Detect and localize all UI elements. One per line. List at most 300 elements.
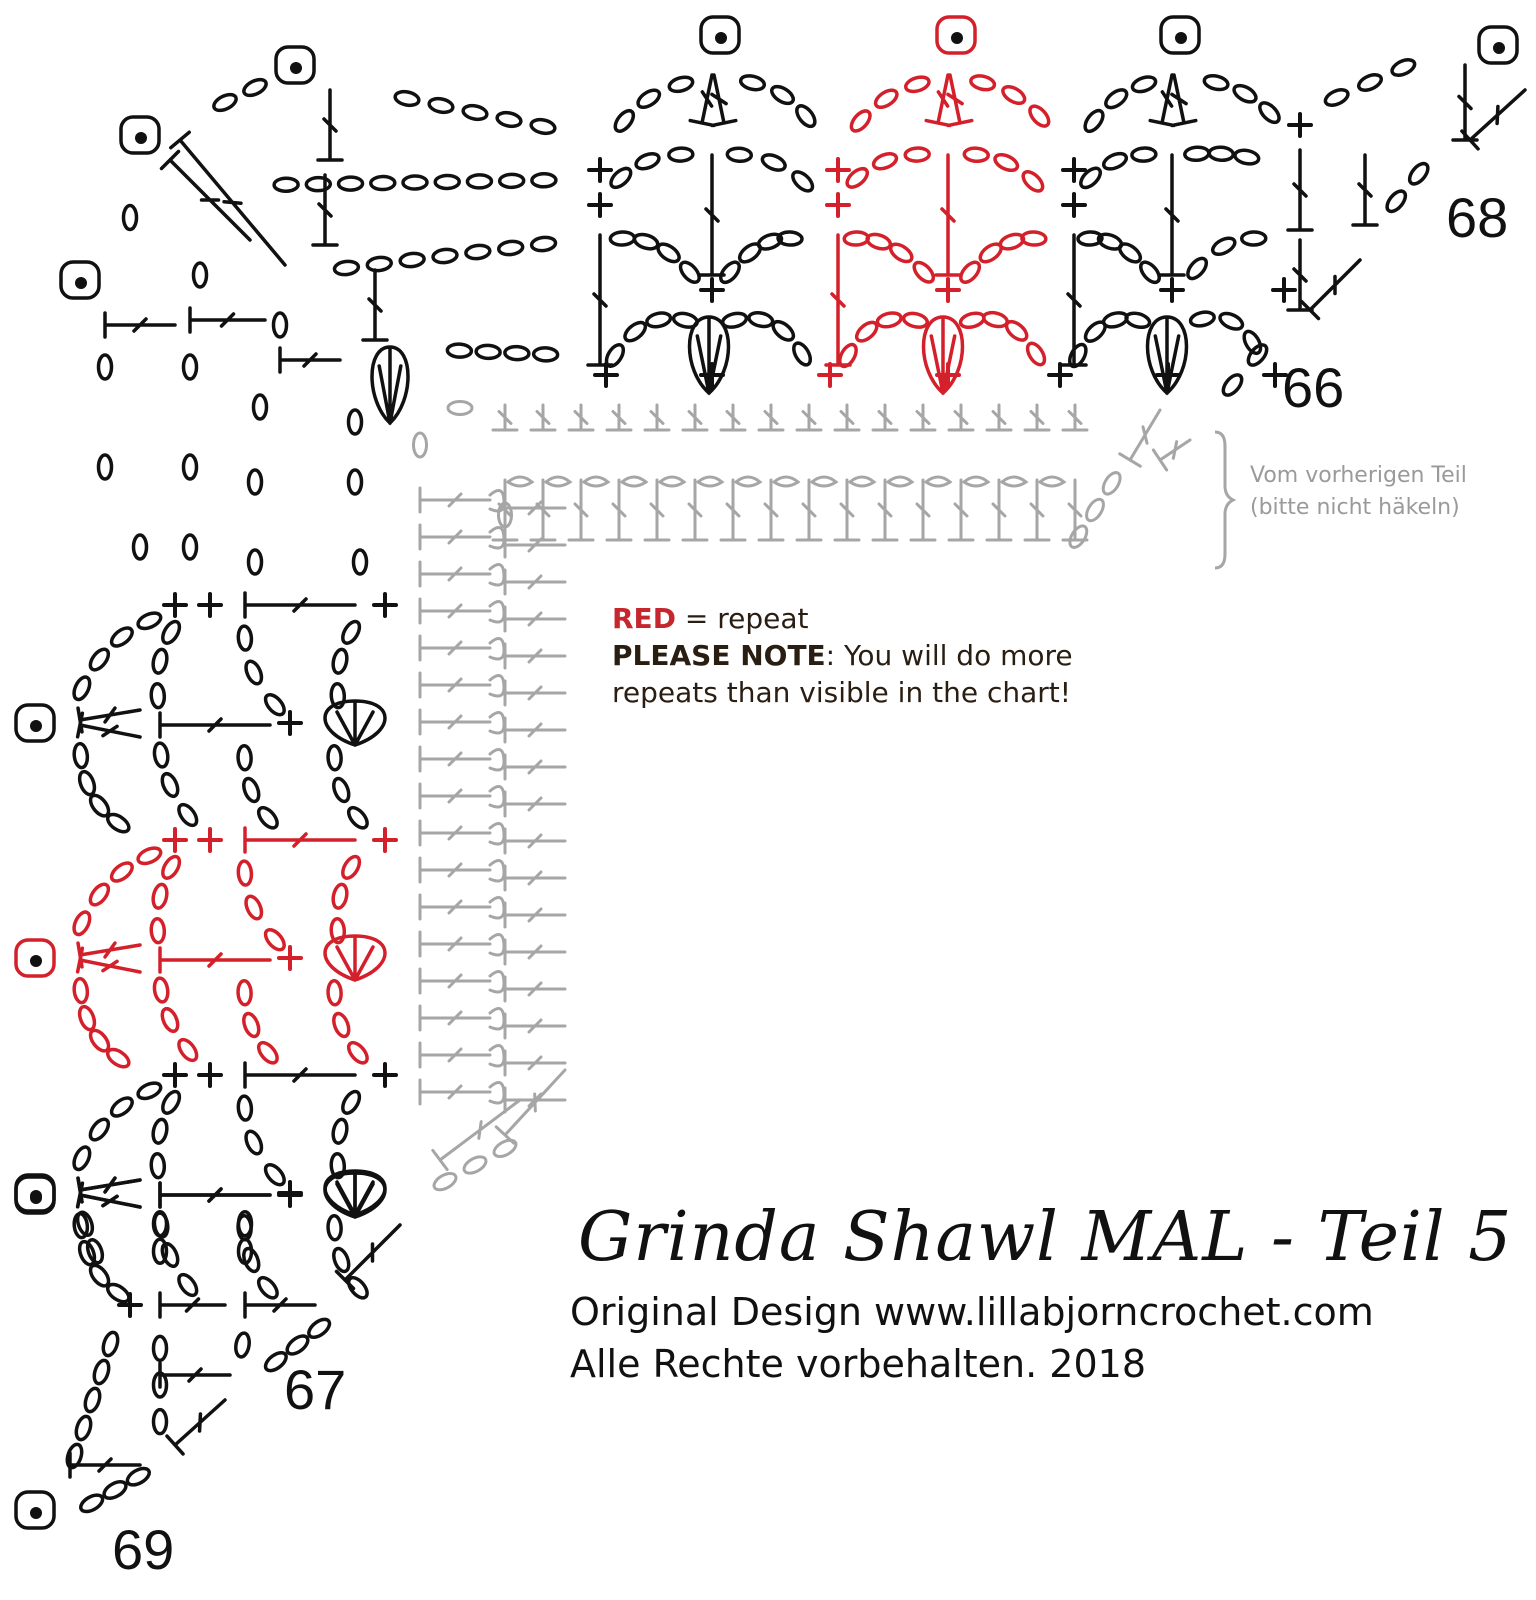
prev-loop xyxy=(1002,477,1026,486)
double-crochet xyxy=(245,1293,315,1317)
chain-stitch xyxy=(136,1080,163,1102)
chain-stitch xyxy=(71,910,93,937)
chain-stitch xyxy=(770,318,797,343)
puff-stitch xyxy=(372,347,408,423)
double-crochet xyxy=(1160,155,1184,275)
chain-stitch xyxy=(1390,57,1417,79)
prev-loop xyxy=(698,477,722,486)
picot-dot xyxy=(30,955,42,967)
legend-note xyxy=(612,600,1073,711)
chain-stitch xyxy=(101,1331,121,1358)
double-crochet xyxy=(105,313,175,337)
chain-stitch xyxy=(1384,188,1409,215)
chain-stitch xyxy=(78,1492,105,1515)
chain-stitch xyxy=(1256,100,1282,126)
prev-loop xyxy=(546,477,570,486)
double-crochet xyxy=(160,1183,270,1207)
previous-part-note xyxy=(1250,460,1467,524)
chain-stitch xyxy=(1231,82,1258,105)
prev-loop xyxy=(490,1009,504,1030)
picot-dot xyxy=(75,277,87,289)
chain-stitch xyxy=(241,76,268,98)
double-crochet xyxy=(712,75,736,125)
chain-stitch xyxy=(531,236,556,252)
chain-stitch xyxy=(105,1281,132,1305)
double-crochet xyxy=(949,405,973,430)
chain-stitch xyxy=(448,402,472,415)
chain-stitch xyxy=(371,176,395,189)
double-crochet xyxy=(420,858,490,882)
chain-stitch xyxy=(77,1005,98,1032)
single-crochet xyxy=(279,1184,301,1206)
prev-loop xyxy=(490,713,504,734)
chain-stitch xyxy=(435,175,459,188)
chain-stitch xyxy=(904,75,931,95)
legend-line-3: repeats than visible in the chart! xyxy=(612,676,1071,709)
chain-stitch xyxy=(668,75,695,94)
chain-stitch xyxy=(87,646,112,673)
chain-stitch xyxy=(769,83,796,107)
double-crochet xyxy=(420,895,490,919)
chain-stitch xyxy=(234,1332,251,1358)
chain-stitch xyxy=(677,259,703,286)
chain-stitch xyxy=(306,1316,333,1341)
chain-stitch xyxy=(328,980,342,1005)
chain-stitch xyxy=(461,1153,488,1176)
single-crochet xyxy=(374,1064,396,1086)
chain-stitch xyxy=(633,232,660,252)
prev-loop xyxy=(490,676,504,697)
double-crochet xyxy=(911,480,935,540)
chain-stitch xyxy=(1234,148,1260,165)
double-crochet xyxy=(588,235,612,365)
chain-stitch xyxy=(1125,311,1152,330)
row-number-66: 66 xyxy=(1282,356,1345,419)
chain-stitch xyxy=(476,345,501,359)
chain-stitch xyxy=(721,311,747,329)
double-crochet xyxy=(759,405,783,430)
double-crochet xyxy=(797,405,821,430)
previous-part-line-1: Vom vorherigen Teil xyxy=(1250,463,1467,488)
single-crochet xyxy=(1049,364,1071,386)
chain-stitch xyxy=(151,883,169,909)
chain-stitch xyxy=(159,1006,181,1033)
chain-stitch xyxy=(957,259,983,286)
single-crochet xyxy=(199,594,221,616)
double-crochet xyxy=(363,270,387,340)
double-crochet xyxy=(949,480,973,540)
chain-stitch xyxy=(905,148,930,162)
chain-stitch xyxy=(610,232,634,246)
double-crochet xyxy=(645,480,669,540)
chain-stitch xyxy=(646,311,672,329)
chain-stitch xyxy=(993,152,1020,174)
chain-stitch xyxy=(255,804,280,831)
double-crochet xyxy=(1120,410,1160,466)
chain-stitch xyxy=(1131,74,1158,94)
chain-stitch xyxy=(159,771,181,798)
chain-stitch xyxy=(151,1118,169,1144)
chain-stitch xyxy=(1026,103,1052,130)
chain-stitch xyxy=(241,1011,262,1038)
double-crochet xyxy=(607,480,631,540)
chain-stitch xyxy=(871,151,898,172)
single-crochet xyxy=(164,829,186,851)
chain-stitch xyxy=(532,174,556,187)
chain-stitch xyxy=(462,104,488,122)
legend-line-1 xyxy=(612,600,1073,637)
double-crochet xyxy=(721,480,745,540)
previous-part-brace xyxy=(1215,432,1233,568)
chain-stitch xyxy=(331,883,349,909)
chain-stitch xyxy=(612,108,637,135)
chain-stitch xyxy=(533,347,558,361)
prev-loop xyxy=(490,861,504,882)
double-crochet xyxy=(1172,75,1196,125)
chain-stitch xyxy=(331,776,352,803)
chain-stitch xyxy=(124,206,137,230)
chain-stitch xyxy=(790,340,813,367)
chain-stitch xyxy=(154,1336,167,1360)
row-number-67: 67 xyxy=(284,1358,347,1421)
prev-loop xyxy=(584,477,608,486)
prev-loop xyxy=(490,565,504,586)
chain-stitch xyxy=(71,675,93,702)
chain-stitch xyxy=(1406,160,1431,187)
prev-loop xyxy=(490,491,504,512)
chain-stitch xyxy=(789,168,815,194)
puff-stitch xyxy=(924,317,963,393)
prev-loop xyxy=(490,972,504,993)
double-crochet xyxy=(420,599,490,623)
double-crochet xyxy=(505,866,565,890)
chain-stitch xyxy=(876,311,902,329)
chain-stitch xyxy=(175,801,200,828)
chain-stitch xyxy=(184,355,197,379)
chain-stitch xyxy=(101,1478,128,1501)
double-crochet xyxy=(1453,65,1477,140)
legend-note-text-1: : You will do more xyxy=(825,639,1073,672)
chain-stitch xyxy=(465,244,490,260)
double-crochet xyxy=(1288,240,1312,310)
double-crochet xyxy=(167,1400,225,1454)
prev-loop xyxy=(774,477,798,486)
chain-stitch xyxy=(1218,310,1245,332)
prev-loop xyxy=(622,477,646,486)
chain-stitch xyxy=(339,1089,362,1116)
chain-stitch xyxy=(1020,168,1046,194)
single-crochet xyxy=(589,194,611,216)
chain-stitch xyxy=(108,860,135,885)
chain-stitch xyxy=(77,770,98,797)
chain-stitch xyxy=(394,90,420,108)
chain-stitch xyxy=(748,311,774,329)
legend-red-text: = repeat xyxy=(675,602,809,635)
chain-stitch xyxy=(902,311,928,329)
double-crochet xyxy=(493,405,517,430)
prev-loop xyxy=(964,477,988,486)
chain-stitch xyxy=(238,745,252,770)
prev-loop xyxy=(660,477,684,486)
chain-stitch xyxy=(1117,240,1144,265)
chain-stitch xyxy=(873,87,900,111)
chain-stitch xyxy=(328,1215,342,1240)
double-crochet xyxy=(505,1014,565,1038)
chain-stitch xyxy=(73,978,88,1003)
double-crochet xyxy=(505,533,565,557)
single-crochet xyxy=(374,594,396,616)
chain-stitch xyxy=(237,626,252,651)
puff-stitch xyxy=(325,1173,385,1217)
single-crochet xyxy=(827,194,849,216)
chain-stitch xyxy=(136,845,163,867)
double-crochet xyxy=(420,562,490,586)
chain-stitch xyxy=(1082,107,1107,134)
credit-line-2: Alle Rechte vorbehalten. 2018 xyxy=(570,1342,1146,1386)
single-crochet xyxy=(819,364,841,386)
double-crochet xyxy=(1353,155,1377,225)
double-crochet xyxy=(420,525,490,549)
chain-stitch xyxy=(108,1095,135,1120)
chain-stitch xyxy=(339,619,362,646)
chain-stitch xyxy=(1066,523,1090,550)
chain-stitch xyxy=(331,1011,352,1038)
chain-stitch xyxy=(255,1274,280,1301)
picot-dot xyxy=(290,62,302,74)
chain-stitch xyxy=(254,395,267,419)
single-crochet xyxy=(1273,279,1295,301)
single-crochet xyxy=(1063,194,1085,216)
prev-loop xyxy=(812,477,836,486)
prev-loop xyxy=(490,824,504,845)
chain-stitch xyxy=(243,1129,265,1156)
chain-stitch xyxy=(1220,372,1245,399)
chain-stitch xyxy=(211,91,238,113)
puff-stitch xyxy=(1148,317,1187,393)
chain-stitch xyxy=(1189,310,1215,328)
prev-loop xyxy=(490,750,504,771)
double-crochet xyxy=(505,903,565,927)
chain-stitch xyxy=(345,804,370,831)
double-crochet xyxy=(505,829,565,853)
double-crochet xyxy=(78,943,140,967)
prev-loop xyxy=(490,602,504,623)
chain-stitch xyxy=(255,1039,280,1066)
double-crochet xyxy=(569,480,593,540)
chain-stitch xyxy=(498,240,523,256)
credit-line-1: Original Design www.lillabjorncrochet.com xyxy=(570,1290,1374,1334)
double-crochet xyxy=(911,405,935,430)
chain-stitch xyxy=(530,118,556,136)
chain-stitch xyxy=(159,619,182,646)
double-crochet xyxy=(531,405,555,430)
double-crochet xyxy=(420,673,490,697)
chain-stitch xyxy=(760,152,787,173)
picot-dot xyxy=(30,720,42,732)
chain-stitch xyxy=(349,410,362,434)
chain-stitch xyxy=(237,861,252,886)
chain-stitch xyxy=(241,776,262,803)
chain-stitch xyxy=(672,311,698,329)
single-crochet xyxy=(937,279,959,301)
double-crochet xyxy=(569,405,593,430)
single-crochet xyxy=(164,1064,186,1086)
double-crochet xyxy=(505,1051,565,1075)
double-crochet xyxy=(936,155,960,275)
chain-stitch xyxy=(1000,83,1027,106)
chain-stitch xyxy=(151,1153,165,1178)
chain-stitch xyxy=(184,455,197,479)
chain-stitch xyxy=(338,177,362,190)
double-crochet xyxy=(505,681,565,705)
chain-stitch xyxy=(969,74,995,92)
double-crochet xyxy=(1153,440,1190,470)
chain-stitch xyxy=(844,232,869,246)
chain-stitch xyxy=(403,176,427,189)
chain-stitch xyxy=(331,648,349,674)
chain-stitch xyxy=(151,648,169,674)
chain-stitch xyxy=(500,174,524,187)
chain-stitch xyxy=(331,1246,352,1273)
chain-stitch xyxy=(888,241,915,265)
chain-stitch xyxy=(105,811,132,835)
chain-stitch xyxy=(151,918,165,943)
double-crochet xyxy=(1462,90,1525,149)
double-crochet xyxy=(683,405,707,430)
chain-stitch xyxy=(159,854,182,881)
chain-stitch xyxy=(1003,318,1030,343)
chain-stitch xyxy=(136,610,163,632)
single-crochet xyxy=(1289,114,1311,136)
double-crochet xyxy=(420,710,490,734)
picot-dot xyxy=(30,1507,42,1519)
double-crochet xyxy=(420,821,490,845)
double-crochet xyxy=(505,496,565,520)
single-crochet xyxy=(119,1294,141,1316)
chain-stitch xyxy=(367,256,392,272)
double-crochet xyxy=(505,718,565,742)
chain-stitch xyxy=(125,1465,152,1488)
double-crochet xyxy=(835,405,859,430)
chain-stitch xyxy=(262,926,288,953)
double-crochet xyxy=(420,747,490,771)
chain-stitch xyxy=(243,659,265,686)
single-crochet xyxy=(199,1064,221,1086)
chain-stitch xyxy=(334,260,359,276)
chain-stitch xyxy=(793,103,818,130)
chain-stitch xyxy=(87,881,112,908)
chain-stitch xyxy=(1137,259,1162,286)
prev-loop xyxy=(1040,477,1064,486)
chain-stitch xyxy=(74,1415,94,1442)
legend-line-2 xyxy=(612,637,1073,674)
chain-stitch xyxy=(655,241,682,265)
legend-note-word: PLEASE NOTE xyxy=(612,639,826,672)
chain-stitch xyxy=(349,470,362,494)
chain-stitch xyxy=(83,1387,103,1414)
chain-stitch xyxy=(184,535,197,559)
double-crochet xyxy=(78,708,140,732)
double-crochet xyxy=(162,152,250,240)
prev-loop xyxy=(490,1083,504,1104)
double-crochet xyxy=(245,828,355,852)
double-crochet xyxy=(759,480,783,540)
chain-stitch xyxy=(159,1241,181,1268)
chain-stitch xyxy=(634,151,661,172)
single-crochet xyxy=(827,159,849,181)
chain-stitch xyxy=(1184,255,1209,282)
chain-stitch xyxy=(274,313,287,337)
chain-stitch xyxy=(274,178,298,191)
double-crochet xyxy=(245,1063,355,1087)
prev-loop xyxy=(490,898,504,919)
chain-stitch xyxy=(134,535,147,559)
double-crochet xyxy=(683,480,707,540)
chain-stitch xyxy=(284,1333,311,1358)
chain-stitch xyxy=(1209,146,1234,161)
chain-stitch xyxy=(491,1137,518,1160)
double-crochet xyxy=(987,480,1011,540)
chain-stitch xyxy=(175,1036,200,1063)
chain-stitch xyxy=(243,894,265,921)
chain-stitch xyxy=(959,311,986,330)
chain-stitch xyxy=(153,977,169,1003)
chain-stitch xyxy=(727,148,752,162)
chain-stitch xyxy=(467,175,491,188)
row-number-69: 69 xyxy=(112,1518,175,1581)
chain-stitch xyxy=(399,252,424,268)
picot-dot xyxy=(951,32,963,44)
double-crochet xyxy=(607,405,631,430)
double-crochet xyxy=(420,784,490,808)
picot-dot xyxy=(1175,32,1187,44)
chain-stitch xyxy=(1210,235,1237,258)
chain-stitch xyxy=(1203,74,1229,92)
double-crochet xyxy=(160,713,270,737)
double-crochet xyxy=(160,1363,230,1387)
double-crochet xyxy=(505,644,565,668)
chain-stitch xyxy=(447,344,472,358)
chain-stitch xyxy=(249,550,262,574)
double-crochet xyxy=(280,348,340,372)
double-crochet xyxy=(313,175,337,245)
chain-stitch xyxy=(262,1161,288,1188)
prev-loop xyxy=(490,787,504,808)
picot-dot xyxy=(1493,42,1505,54)
double-crochet xyxy=(505,570,565,594)
chain-stitch xyxy=(238,980,252,1005)
chain-stitch xyxy=(982,310,1008,328)
chain-stitch xyxy=(1132,147,1157,161)
chain-stitch xyxy=(428,97,454,115)
prev-loop xyxy=(926,477,950,486)
single-crochet xyxy=(589,159,611,181)
chain-stitch xyxy=(154,1239,167,1263)
double-crochet xyxy=(835,480,859,540)
prev-loop xyxy=(736,477,760,486)
chain-stitch xyxy=(262,691,288,718)
picot-dot xyxy=(135,132,147,144)
previous-part-stitches xyxy=(414,402,1191,1194)
chain-stitch xyxy=(237,1096,252,1121)
legend-red-word: RED xyxy=(612,602,676,635)
chain-stitch xyxy=(1103,86,1130,111)
double-crochet xyxy=(420,636,490,660)
single-crochet xyxy=(164,594,186,616)
prev-loop xyxy=(850,477,874,486)
chain-stitch xyxy=(1184,146,1209,161)
chain-stitch xyxy=(505,346,530,360)
